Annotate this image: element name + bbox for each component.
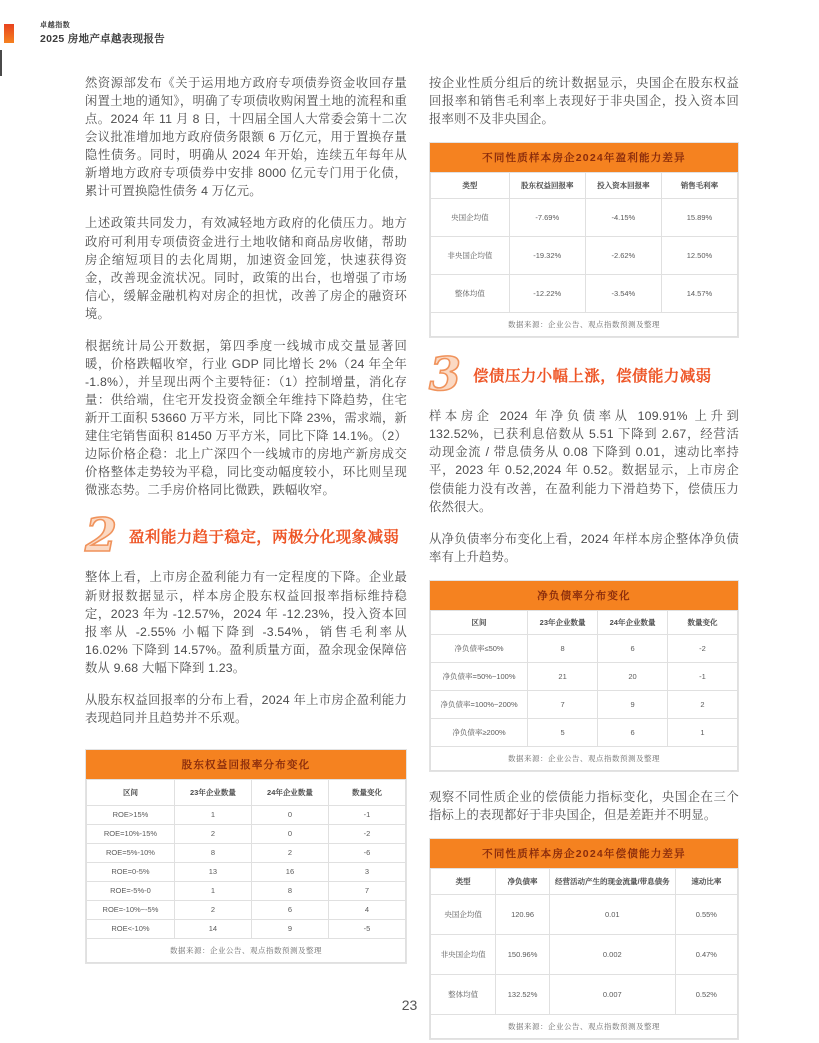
row-label: ROE=5%-10% [87,843,175,862]
table-source: 数据来源：企业公告、观点指数预测及整理 [431,746,738,770]
row-label: 净负债率=100%~200% [431,690,528,718]
table-cell: 0.002 [549,934,675,974]
table-title: 股东权益回报率分布变化 [86,750,406,779]
table-cell: -2.62% [585,237,661,275]
table-row [431,237,738,275]
table-cell: 2 [174,824,251,843]
table-cell: 20 [598,662,668,690]
table-header-row [431,868,738,894]
table-source: 数据来源：企业公告、观点指数预测及整理 [431,1014,738,1038]
table-cell: 8 [174,843,251,862]
table-cell: 0.55% [675,894,737,934]
table-header-row [431,173,738,199]
table-cell: -2 [328,824,405,843]
table-source-row [431,746,738,770]
table-cell: 0.007 [549,974,675,1014]
section-title: 偿债压力小幅上涨，偿债能力减弱 [473,367,712,385]
table-title: 不同性质样本房企2024年盈利能力差异 [430,143,738,172]
row-label: 非央国企均值 [431,934,496,974]
table-row [431,718,738,746]
table-cell: -12.22% [509,275,585,313]
table-column-header: 类型 [431,173,510,199]
table-column-header: 投入资本回报率 [585,173,661,199]
section-number: 3 [429,347,462,402]
right-column [429,74,739,1040]
table-cell: 16 [251,862,328,881]
report-header [40,20,165,46]
table-column-header: 经营活动产生的现金流量/带息债务 [549,868,675,894]
table-cell: 1 [174,881,251,900]
row-label: 非央国企均值 [431,237,510,275]
table-title: 不同性质样本房企2024年偿债能力差异 [430,839,738,868]
table-row [87,843,406,862]
table-cell: 15.89% [661,199,737,237]
table-cell: 14.57% [661,275,737,313]
table-cell: 9 [251,919,328,938]
table-row [431,275,738,313]
table-cell: 1 [174,805,251,824]
table-column-header: 24年企业数量 [251,779,328,805]
paragraph: 观察不同性质企业的偿债能力指标变化，央国企在三个指标上的表现都好于非央国企，但是差距并不明显。 [429,789,739,822]
table-title: 净负债率分布变化 [430,581,738,610]
table-cell: 120.96 [496,894,550,934]
paragraph: 根据统计局公开数据，第四季度一线城市成交量显著回暖，价格跌幅收窄，行业 GDP 同比增长 2%（24 年全年 -1.8%），并呈现出两个主要特征：（1）控制增量，消化存量：供给端，住宅开发投资金额全年维持下降趋势，住宅新开工面积 53660 万平方米，同比下降 23%，需求端，新建住宅销售面积 81450 万平方米，同比下降 14.1%。（2）边际价格企稳：北上广深四个一线城市的房地产新房成交价格整体走势较为平稳，同比变动幅度较小，环比则呈现微涨态势。二手房价格同比微跌，跌幅收窄。 [85,338,407,498]
table-source-row [431,1014,738,1038]
paragraph: 从净负债率分布变化上看，2024 年样本房企整体净负债率有上升趋势。 [429,531,739,564]
row-label: 央国企均值 [431,199,510,237]
table-header-row [431,610,738,634]
row-label: 整体均值 [431,974,496,1014]
table-cell: 1 [668,718,738,746]
section-title: 盈利能力趋于稳定，两极分化现象减弱 [129,528,400,546]
table-cell: 2 [174,900,251,919]
table-column-header: 23年企业数量 [528,610,598,634]
table-cell: 0 [251,805,328,824]
table-cell: 2 [251,843,328,862]
table-cell: -1 [328,805,405,824]
row-label: 净负债率≥200% [431,718,528,746]
table-cell: 2 [668,690,738,718]
table-row [87,919,406,938]
table-row [431,934,738,974]
table-cell: 6 [598,718,668,746]
table-cell: -3.54% [585,275,661,313]
table-row [431,894,738,934]
table-cell: 0.52% [675,974,737,1014]
table-source-row [431,313,738,337]
table-cell: 9 [598,690,668,718]
table-cell: 21 [528,662,598,690]
table-row [431,662,738,690]
table-cell: -4.15% [585,199,661,237]
table-cell: -19.32% [509,237,585,275]
table-cell: 7 [528,690,598,718]
row-label: 整体均值 [431,275,510,313]
table-cell: 0.47% [675,934,737,974]
table-cell: -7.69% [509,199,585,237]
row-label: 净负债率≤50% [431,634,528,662]
table-source: 数据来源：企业公告、观点指数预测及整理 [87,938,406,962]
table-column-header: 数量变化 [668,610,738,634]
row-label: ROE=10%-15% [87,824,175,843]
brand-title: 2025 房地产卓越表现报告 [40,33,165,45]
section-heading-3 [429,347,739,402]
table-row [87,881,406,900]
row-label: 央国企均值 [431,894,496,934]
table-cell: 0.01 [549,894,675,934]
page-number: 23 [401,997,418,1013]
row-label: ROE=-5%-0 [87,881,175,900]
table-cell: -2 [668,634,738,662]
table-cell: 7 [328,881,405,900]
table-column-header: 销售毛利率 [661,173,737,199]
row-label: ROE<-10% [87,919,175,938]
paragraph: 样本房企 2024 年净负债率从 109.91% 上升到 132.52%，已获利息倍数从 5.51 下降到 2.67，经营活动现金流 / 带息债务从 0.08 下降到 0.01，速动比率持平，2023 年 0.52,2024 年 0.52。数据显示，上市房企偿债能力没有改善，在盈利能力下滑趋势下，偿债压力依然很大。 [429,409,739,514]
table-row [87,824,406,843]
brand-logo-bar [4,24,14,43]
row-label: ROE=-10%~-5% [87,900,175,919]
table-row [431,634,738,662]
table-cell: 132.52% [496,974,550,1014]
data-table [430,868,738,1039]
table-cell: -5 [328,919,405,938]
table-cell: 150.96% [496,934,550,974]
table-row [431,199,738,237]
table-cell: -6 [328,843,405,862]
table-row [87,862,406,881]
row-label: ROE>15% [87,805,175,824]
table-cell: 8 [528,634,598,662]
table-header-row [87,779,406,805]
paragraph: 然资源部发布《关于运用地方政府专项债券资金收回存量闲置土地的通知》，明确了专项债收购闲置土地的流程和重点。2024 年 11 月 8 日，十四届全国人大常委会第十二次会议批准增加地方政府债务限额 6 万亿元，用于置换存量隐性债务。同时，明确从 2024 年开始，连续五年每年从新增地方政府专项债券中安排 8000 亿元专门用于化债，累计可置换隐性债务 4 万亿元。 [85,76,407,199]
table-cell: 13 [174,862,251,881]
roe-distribution-table [85,749,407,964]
section-heading-2 [85,508,407,563]
table-row [87,805,406,824]
data-table [86,779,406,963]
paragraph: 整体上看，上市房企盈利能力有一定程度的下降。企业最新财报数据显示，样本房企股东权益回报率指标维持稳定，2023 年为 -12.57%，2024 年 -12.23%，投入资本回报率从 -2.55% 小幅下降到 -3.54%，销售毛利率从 16.02% 下降到 14.57%。盈利质量方面，盈余现金保障倍数从 9.68 大幅下降到 1.23。 [85,570,407,675]
profitability-difference-table [429,142,739,338]
table-column-header: 数量变化 [328,779,405,805]
page-content [85,74,739,1040]
data-table [430,610,738,771]
row-label: ROE=0-5% [87,862,175,881]
table-cell: 5 [528,718,598,746]
table-column-header: 股东权益回报率 [509,173,585,199]
table-column-header: 区间 [431,610,528,634]
table-cell: 8 [251,881,328,900]
data-table [430,172,738,337]
table-row [431,690,738,718]
table-cell: 14 [174,919,251,938]
left-column [85,74,407,1040]
page-edge-mark [0,50,2,76]
brand-kicker: 卓越指数 [40,22,71,29]
table-source-row [87,938,406,962]
table-cell: 3 [328,862,405,881]
table-source: 数据来源：企业公告、观点指数预测及整理 [431,313,738,337]
table-cell: 6 [598,634,668,662]
table-column-header: 23年企业数量 [174,779,251,805]
table-column-header: 24年企业数量 [598,610,668,634]
table-cell: -1 [668,662,738,690]
table-cell: 6 [251,900,328,919]
table-cell: 12.50% [661,237,737,275]
paragraph: 上述政策共同发力，有效减轻地方政府的化债压力。地方政府可利用专项债资金进行土地收储和商品房收储，帮助房企缩短项目的去化周期，加速资金回笼，快速获得资金，改善现金流状况。同时，政策的出台，也增强了市场信心，缓解金融机构对房企的担忧，改善了房企的融资环境。 [85,216,407,321]
net-debt-distribution-table [429,580,739,772]
table-column-header: 区间 [87,779,175,805]
table-cell: 4 [328,900,405,919]
row-label: 净负债率=50%~100% [431,662,528,690]
table-cell: 0 [251,824,328,843]
table-column-header: 速动比率 [675,868,737,894]
table-column-header: 类型 [431,868,496,894]
paragraph: 按企业性质分组后的统计数据显示，央国企在股东权益回报率和销售毛利率上表现好于非央国企，投入资本回报率则不及非央国企。 [429,76,739,127]
section-number: 2 [85,508,118,563]
paragraph: 从股东权益回报率的分布上看，2024 年上市房企盈利能力表现趋同并且趋势并不乐观。 [85,692,407,725]
table-row [87,900,406,919]
table-column-header: 净负债率 [496,868,550,894]
